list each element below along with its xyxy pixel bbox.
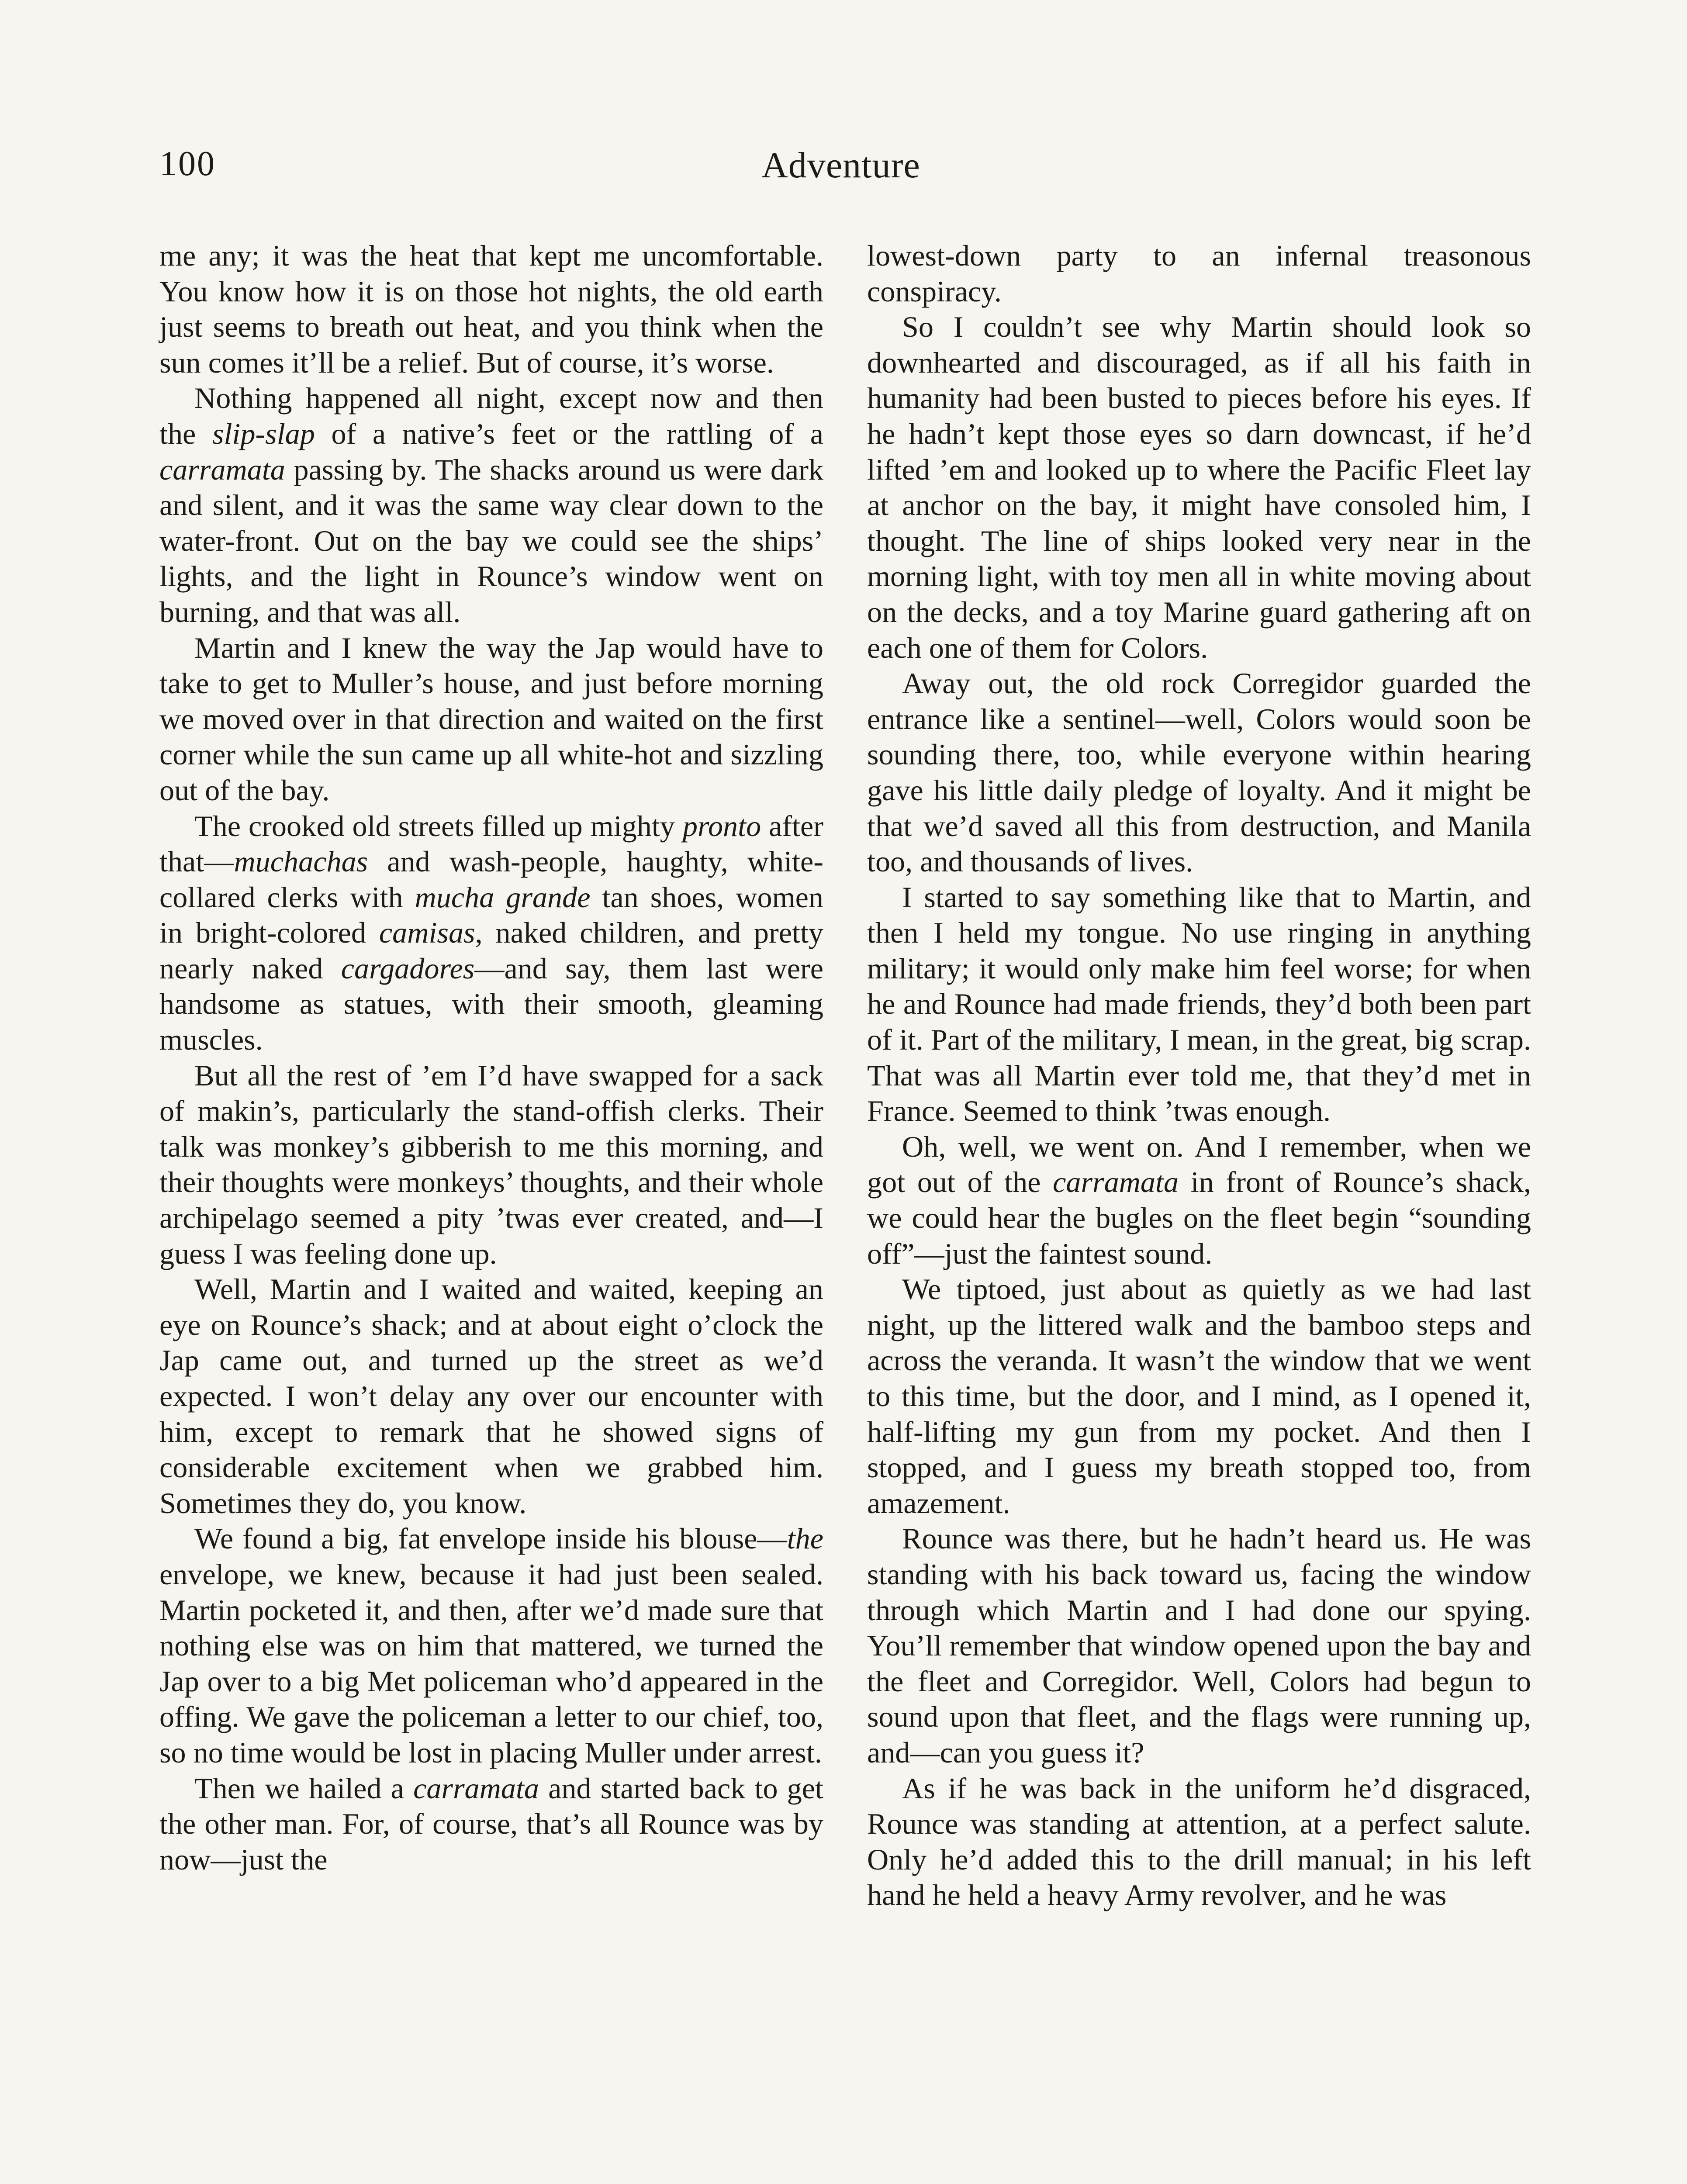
paragraph: I started to say something like that to Martin, and then I held my tongue. No use ringing in anything military; it would only make him feel worse; for when he and Rounce had made friends, they’d both been part of it. Part of the military, I mean, in the great, big scrap. That was all Martin ever told me, that they’d met in France. Seemed to think ’twas enough. [867, 880, 1531, 1128]
paragraph: Away out, the old rock Corregidor guarded the entrance like a sentinel—well, Colors would soon be sounding there, too, while everyone within hearing gave his little daily pledge of loyalty. And it might be that we’d saved all this from destruction, and Manila too, and thousands of lives. [867, 667, 1531, 878]
paragraph: As if he was back in the uniform he’d disgraced, Rounce was standing at attention, at a perfect salute. Only he’d added this to the drill manual; in his left hand he held a heavy Army revolver, and he was [867, 1771, 1531, 1912]
italic-term: muchachas [234, 845, 368, 878]
italic-term: pronto [682, 809, 761, 843]
paragraph: me any; it was the heat that kept me uncomfortable. You know how it is on those hot nights, the old earth just seems to breath out heat, and you think when the sun comes it’ll be a relief. But of course, it’s worse. [159, 239, 823, 379]
italic-term: cargadores [341, 951, 475, 985]
paragraph: lowest-down party to an infernal treasonous conspiracy. [867, 239, 1531, 308]
paragraph: Rounce was there, but he hadn’t heard us. He was standing with his back toward us, facing the window through which Martin and I had done our spying. You’ll remember that window opened upon the bay and the fleet and Corregidor. Well, Colors had begun to sound upon that fleet, and the flags were running up, and—can you guess it? [867, 1522, 1531, 1769]
italic-term: carramata [413, 1771, 539, 1805]
paragraph: We tiptoed, just about as quietly as we had last night, up the littered walk and the bamboo steps and across the veranda. It wasn’t the window that we went to this time, but the door, and I mind, as I opened it, half-lifting my gun from my pocket. And then I stopped, and I guess my breath stopped too, from amazement. [867, 1272, 1531, 1520]
paragraph: We found a big, fat envelope inside his blouse—the envelope, we knew, because it had just been sealed. Martin pocketed it, and then, after we’d made sure that nothing else was on him that mattered, we turned the Jap over to a big Met policeman who’d appeared in the offing. We gave the policeman a letter to our chief, too, so no time would be lost in placing Muller under arrest. [159, 1522, 823, 1769]
paragraph: Oh, well, we went on. And I remember, when we got out of the carramata in front of Rounce’s shack, we could hear the bugles on the fleet begin “sounding off”—just the faintest sound. [867, 1130, 1531, 1270]
right-column [867, 238, 1531, 1913]
paragraph: Then we hailed a carramata and started back to get the other man. For, of course, that’s all Rounce was by now—just the [159, 1771, 823, 1876]
running-title: Adventure [761, 145, 920, 186]
italic-term: carramata [159, 453, 285, 486]
paragraph: But all the rest of ’em I’d have swapped for a sack of makin’s, particularly the stand-offish clerks. Their talk was monkey’s gibberish to me this morning, and their thoughts were monkeys’ thoughts, and their whole archipelago seemed a pity ’twas ever created, and—I guess I was feeling done up. [159, 1058, 823, 1270]
italic-term: mucha grande [415, 880, 591, 914]
page-number: 100 [159, 145, 216, 183]
italic-term: the [787, 1522, 823, 1555]
paragraph: Well, Martin and I waited and waited, keeping an eye on Rounce’s shack; and at about eight o’clock the Jap came out, and turned up the street as we’d expected. I won’t delay any over our encounter with him, except to remark that he showed signs of considerable excitement when we grabbed him. Sometimes they do, you know. [159, 1272, 823, 1520]
left-column [159, 238, 823, 1877]
paragraph: Nothing happened all night, except now and then the slip-slap of a native’s feet or the rattling of a carramata passing by. The shacks around us were dark and silent, and it was the same way clear down to the water-front. Out on the bay we could see the ships’ lights, and the light in Rounce’s window went on burning, and that was all. [159, 381, 823, 629]
italic-term: carramata [1053, 1165, 1179, 1199]
page-header [159, 144, 1522, 210]
paragraph: The crooked old streets filled up mighty pronto after that—muchachas and wash-people, haughty, white-collared clerks with mucha grande tan shoes, women in bright-colored camisas, naked children, and pretty nearly naked cargadores—and say, them last were handsome as statues, with their smooth, gleaming muscles. [159, 809, 824, 1057]
paragraph: Martin and I knew the way the Jap would have to take to get to Muller’s house, and just before morning we moved over in that direction and waited on the first corner while the sun came up all white-hot and sizzling out of the bay. [159, 631, 823, 807]
paragraph: So I couldn’t see why Martin should look so downhearted and discouraged, as if all his faith in humanity had been busted to pieces before his eyes. If he hadn’t kept those eyes so darn downcast, if he’d lifted ’em and looked up to where the Pacific Fleet lay at anchor on the bay, it might have consoled him, I thought. The line of ships looked very near in the morning light, with toy men all in white moving about on the decks, and a toy Marine guard gathering aft on each one of them for Colors. [867, 310, 1531, 664]
italic-term: slip-slap [212, 417, 315, 450]
italic-term: camisas [379, 916, 475, 950]
